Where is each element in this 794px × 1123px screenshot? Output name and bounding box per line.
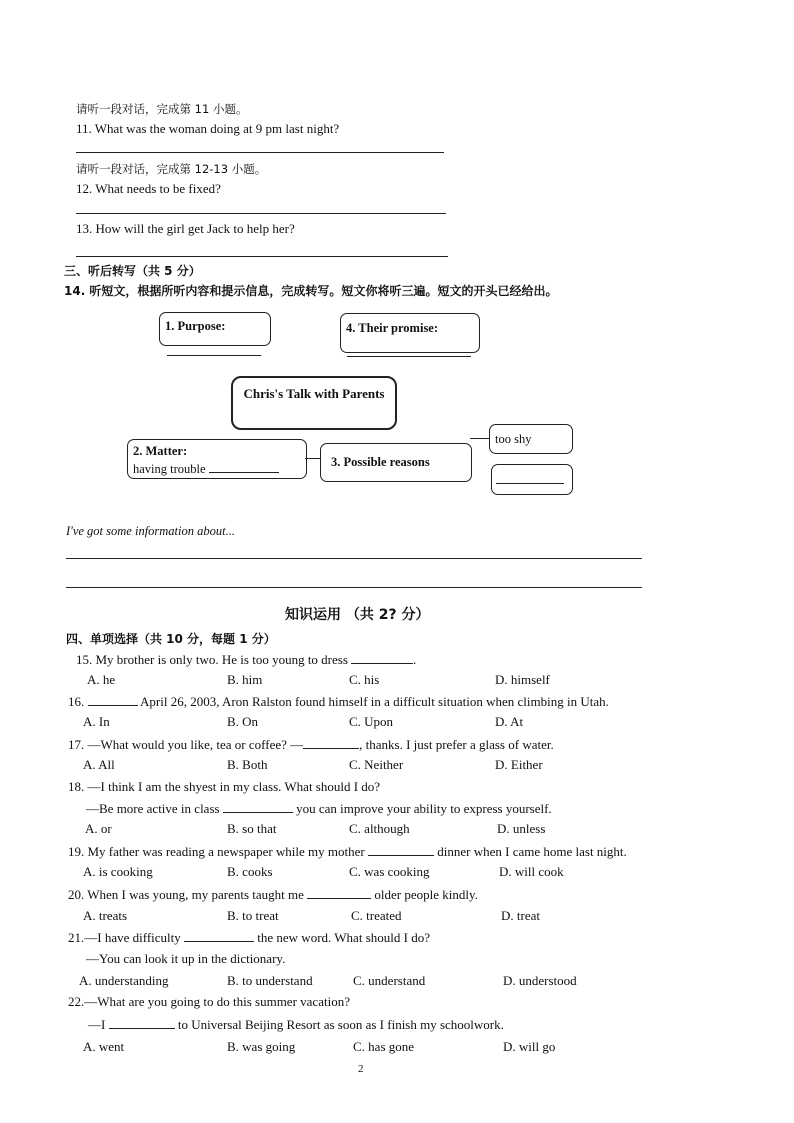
question-21: 21.—I have difficulty the new word. What should I do? [68,930,430,945]
section-4-title: 四、单项选择（共 10 分，每题 1 分） [66,632,276,646]
blank-22[interactable] [109,1016,175,1029]
option-21-a[interactable]: A. understanding [79,973,169,988]
option-21-b[interactable]: B. to understand [227,973,313,988]
option-19-b[interactable]: B. cooks [227,864,273,879]
option-15-d[interactable]: D. himself [495,672,550,687]
center-topic-box [231,376,397,430]
option-22-b[interactable]: B. was going [227,1039,296,1054]
option-15-c[interactable]: C. his [349,672,380,687]
option-19-d[interactable]: D. will cook [499,864,564,879]
reason-2-box [491,464,573,495]
page-number: 2 [358,1063,364,1075]
question-12: 12. What needs to be fixed? [76,181,221,196]
option-17-d[interactable]: D. Either [495,757,543,772]
start-sentence: I've got some information about... [66,524,235,538]
option-21-c[interactable]: C. understand [353,973,426,988]
question-22: 22.—What are you going to do this summer vacation? [68,994,350,1009]
option-16-b[interactable]: B. On [227,714,259,729]
option-19-c[interactable]: C. was cooking [349,864,430,879]
blank-21[interactable] [184,929,254,942]
blank-18[interactable] [223,800,293,813]
blank-20[interactable] [307,886,371,899]
reasons-label: 3. Possible reasons [331,455,430,469]
promise-answer-line[interactable] [347,356,471,357]
question-19: 19. My father was reading a newspaper while my mother dinner when I came home last night. [68,844,627,859]
question-16: 16. April 26, 2003, Aron Ralston found himself in a difficult situation when climbing in Utah. [68,694,609,709]
reason-1-label: too shy [495,432,532,446]
option-16-a[interactable]: A. In [83,714,110,729]
option-16-d[interactable]: D. At [495,714,524,729]
option-20-b[interactable]: B. to treat [227,908,279,923]
question-15: 15. My brother is only two. He is too young to dress . [76,652,417,667]
option-15-a[interactable]: A. he [87,672,116,687]
question-14-instruction: 14. 听短文，根据所听内容和提示信息，完成转写。短文你将听三遍。短文的开头已经给出。 [64,284,558,298]
promise-box [340,313,480,353]
writing-line-1[interactable] [66,558,642,559]
option-18-d[interactable]: D. unless [497,821,546,836]
connector-matter-reasons [305,458,320,459]
writing-line-2[interactable] [66,587,642,588]
option-18-b[interactable]: B. so that [227,821,277,836]
matter-title: 2. Matter: [133,444,188,458]
question-18-line-2: —Be more active in class you can improve your ability to express yourself. [86,801,552,816]
intro-q11: 请听一段对话，完成第 11 小题。 [76,102,248,116]
question-21-line-2: —You can look it up in the dictionary. [86,951,286,966]
option-17-a[interactable]: A. All [83,757,115,772]
answer-line-13[interactable] [76,256,448,257]
option-18-c[interactable]: C. although [349,821,410,836]
option-17-b[interactable]: B. Both [227,757,268,772]
reason-1-box [489,424,573,454]
question-22-line-2: —I to Universal Beijing Resort as soon as I finish my schoolwork. [88,1017,504,1032]
option-20-a[interactable]: A. treats [83,908,128,923]
purpose-label: 1. Purpose: [165,319,226,333]
option-19-a[interactable]: A. is cooking [83,864,153,879]
blank-19[interactable] [368,843,434,856]
question-18: 18. —I think I am the shyest in my class. What should I do? [68,779,381,794]
answer-line-11[interactable] [76,152,444,153]
option-22-a[interactable]: A. went [83,1039,125,1054]
option-20-c[interactable]: C. treated [351,908,402,923]
blank-16[interactable] [88,693,138,706]
matter-blank[interactable] [209,460,279,473]
option-21-d[interactable]: D. understood [503,973,577,988]
center-topic-label: Chris's Talk with Parents [243,386,385,401]
option-16-c[interactable]: C. Upon [349,714,394,729]
reasons-box [320,443,472,482]
matter-box [127,439,307,479]
blank-15[interactable] [351,651,413,664]
blank-17[interactable] [303,736,359,749]
question-20: 20. When I was young, my parents taught me older people kindly. [68,887,478,902]
question-13: 13. How will the girl get Jack to help her? [76,221,295,236]
question-17: 17. —What would you like, tea or coffee? — , thanks. I just prefer a glass of water. [68,737,554,752]
option-22-c[interactable]: C. has gone [353,1039,415,1054]
option-18-a[interactable]: A. or [85,821,112,836]
option-17-c[interactable]: C. Neither [349,757,404,772]
option-15-b[interactable]: B. him [227,672,263,687]
intro-q12-13: 请听一段对话，完成第 12-13 小题。 [76,162,267,176]
purpose-answer-line[interactable] [167,355,261,356]
section-3-title: 三、听后转写（共 5 分） [64,264,201,278]
reason-2-blank[interactable] [496,483,564,484]
connector-reason-1 [470,438,489,439]
option-20-d[interactable]: D. treat [501,908,540,923]
purpose-box [159,312,271,346]
question-11: 11. What was the woman doing at 9 pm last night? [76,121,340,136]
promise-label: 4. Their promise: [346,321,439,335]
option-22-d[interactable]: D. will go [503,1039,556,1054]
knowledge-title: 知识运用 （共 2? 分） [285,607,430,623]
matter-text: having trouble [133,460,279,477]
answer-line-12[interactable] [76,213,446,214]
